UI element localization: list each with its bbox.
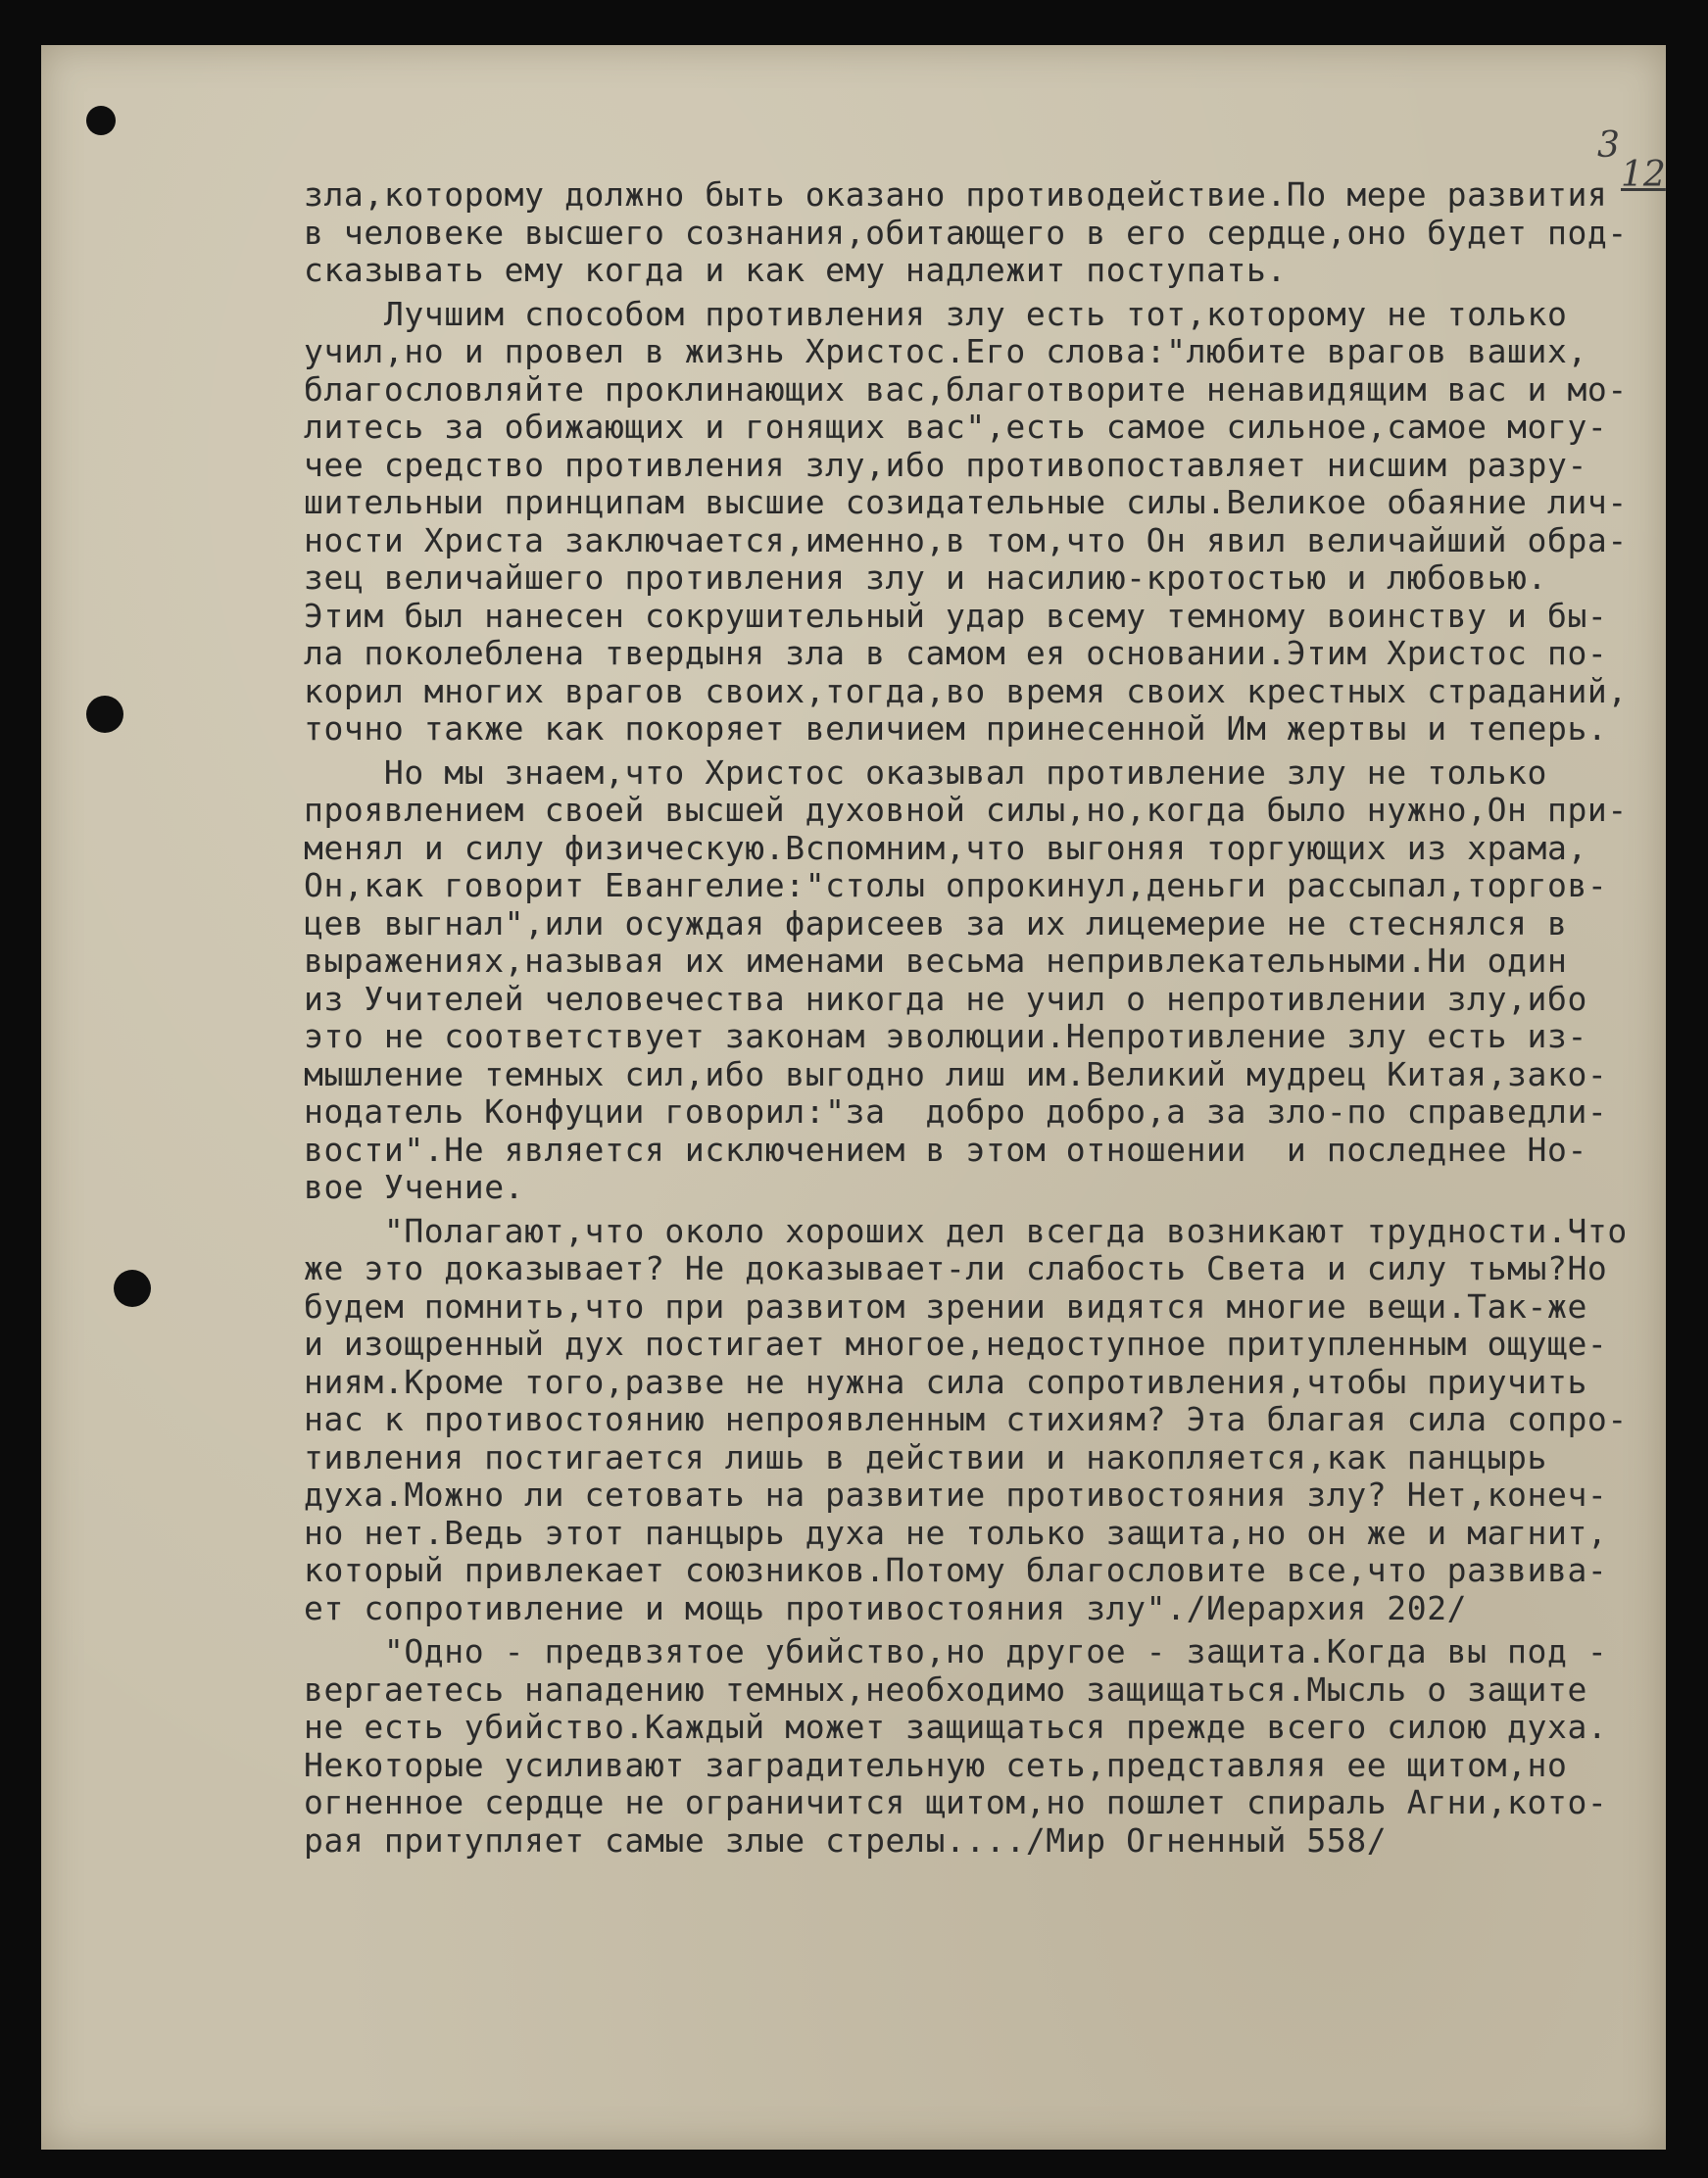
text-line: вое Учение. xyxy=(304,1168,525,1206)
paragraph xyxy=(304,754,1646,1207)
page-number-alt: 12 xyxy=(1621,155,1666,195)
text-line: Лучшим способом противления злу есть тот,которому не только xyxy=(304,294,1568,333)
text-line: учил,но и провел в жизнь Христос.Его слова:"любите врагов ваших, xyxy=(304,332,1587,370)
text-line: шительныи принципам высшие созидательные силы.Великое обаяние лич- xyxy=(304,483,1628,521)
text-line: Этим был нанесен сокрушительный удар всему темному воинству и бы- xyxy=(304,596,1608,635)
text-line: цев выгнал",или осуждая фарисеев за их лицемерие не стеснялся в xyxy=(304,903,1568,943)
text-line: точно также как покоряет величием принесенной Им жертвы и теперь. xyxy=(304,709,1608,748)
paragraph xyxy=(304,1213,1646,1628)
typewritten-text xyxy=(304,176,1646,1860)
text-line: но нет.Ведь этот панцырь духа не только защита,но он же и магнит, xyxy=(304,1513,1608,1552)
text-line: же это доказывает? Не доказывает-ли слабость Света и силу тьмы?Но xyxy=(304,1249,1608,1287)
paragraph xyxy=(304,1633,1646,1860)
text-line: нодатель Конфуции говорил:"за добро добро,а за зло-по справедли- xyxy=(304,1092,1608,1131)
text-line: Некоторые усиливают заградительную сеть,представляя ее щитом,но xyxy=(304,1745,1568,1784)
text-line: не есть убийство.Каждый может защищаться прежде всего силою духа. xyxy=(304,1708,1608,1746)
text-line: и изощренный дух постигает многое,недоступное притупленным ощуще- xyxy=(304,1325,1608,1363)
text-line: корил многих врагов своих,тогда,во время своих крестных страданий, xyxy=(304,671,1628,710)
text-line: зла,которому должно быть оказано противодействие.По мере развития xyxy=(304,175,1608,214)
text-line: Но мы знаем,что Христос оказывал противление злу не только xyxy=(304,752,1547,792)
text-line: вости".Не является исключением в этом отношении и последнее Но- xyxy=(304,1130,1587,1169)
text-line: нас к противостоянию непроявленным стихиям? Эта благая сила сопро- xyxy=(304,1400,1628,1438)
text-line: ла поколеблена твердыня зла в самом ея основании.Этим Христос по- xyxy=(304,634,1608,672)
text-line: ниям.Кроме того,разве не нужна сила сопротивления,чтобы приучить xyxy=(304,1362,1587,1401)
text-line: "Полагают,что около хороших дел всегда возникают трудности.Что xyxy=(304,1211,1628,1250)
text-line: сказывать ему когда и как ему надлежит поступать. xyxy=(304,251,1287,289)
text-line: вергаетесь нападению темных,необходимо защищаться.Мысль о защите xyxy=(304,1670,1587,1709)
paragraph xyxy=(304,176,1646,290)
text-line: "Одно - предвзятое убийство,но другое - защита.Когда вы под - xyxy=(304,1632,1608,1670)
text-line: выражениях,называя их именами весьма непривлекательными.Ни один xyxy=(304,942,1568,980)
page-number: 3 xyxy=(1597,125,1620,166)
text-line: тивления постигается лишь в действии и накопляется,как панцырь xyxy=(304,1437,1547,1476)
punch-hole-middle xyxy=(86,696,123,733)
text-line: проявлением своей высшей духовной силы,но,когда было нужно,Он при- xyxy=(304,791,1628,829)
punch-hole-top xyxy=(86,106,116,135)
text-line: будем помнить,что при развитом зрении видятся многие вещи.Так-же xyxy=(304,1286,1587,1326)
text-line: огненное сердце не ограничится щитом,но пошлет спираль Агни,кото- xyxy=(304,1783,1608,1821)
text-line: это не соответствует законам эволюции.Непротивление злу есть из- xyxy=(304,1017,1587,1055)
text-line: чее средство противления злу,ибо противопоставляет нисшим разру- xyxy=(304,445,1587,484)
text-line: в человеке высшего сознания,обитающего в его сердце,оно будет под- xyxy=(304,213,1628,252)
punch-hole-lower xyxy=(114,1270,151,1307)
text-line: менял и силу физическую.Вспомним,что выгоняя торгующих из храма, xyxy=(304,828,1587,867)
text-line: зец величайшего противления злу и насилию-кротостью и любовью. xyxy=(304,558,1547,597)
text-line: из Учителей человечества никогда не учил о непротивлении злу,ибо xyxy=(304,979,1587,1018)
text-line: ет сопротивление и мощь противостояния злу"./Иерархия 202/ xyxy=(304,1588,1468,1627)
text-line: духа.Можно ли сетовать на развитие противостояния злу? Нет,конеч- xyxy=(304,1476,1608,1514)
paragraph xyxy=(304,296,1646,749)
text-line: мышление темных сил,ибо выгодно лиш им.Великий мудрец Китая,зако- xyxy=(304,1054,1608,1093)
text-line: ности Христа заключается,именно,в том,что Он явил величайший обра- xyxy=(304,520,1628,559)
text-line: Он,как говорит Евангелие:"столы опрокинул,деньги рассыпал,торгов- xyxy=(304,866,1608,904)
text-line: благословляйте проклинающих вас,благотворите ненавидящим вас и мо- xyxy=(304,369,1628,409)
text-line: литесь за обижающих и гонящих вас",есть самое сильное,самое могу- xyxy=(304,408,1608,446)
text-line: который привлекает союзников.Потому благословите все,что развива- xyxy=(304,1551,1608,1589)
text-line: рая притупляет самые злые стрелы..../Мир Огненный 558/ xyxy=(304,1820,1388,1860)
